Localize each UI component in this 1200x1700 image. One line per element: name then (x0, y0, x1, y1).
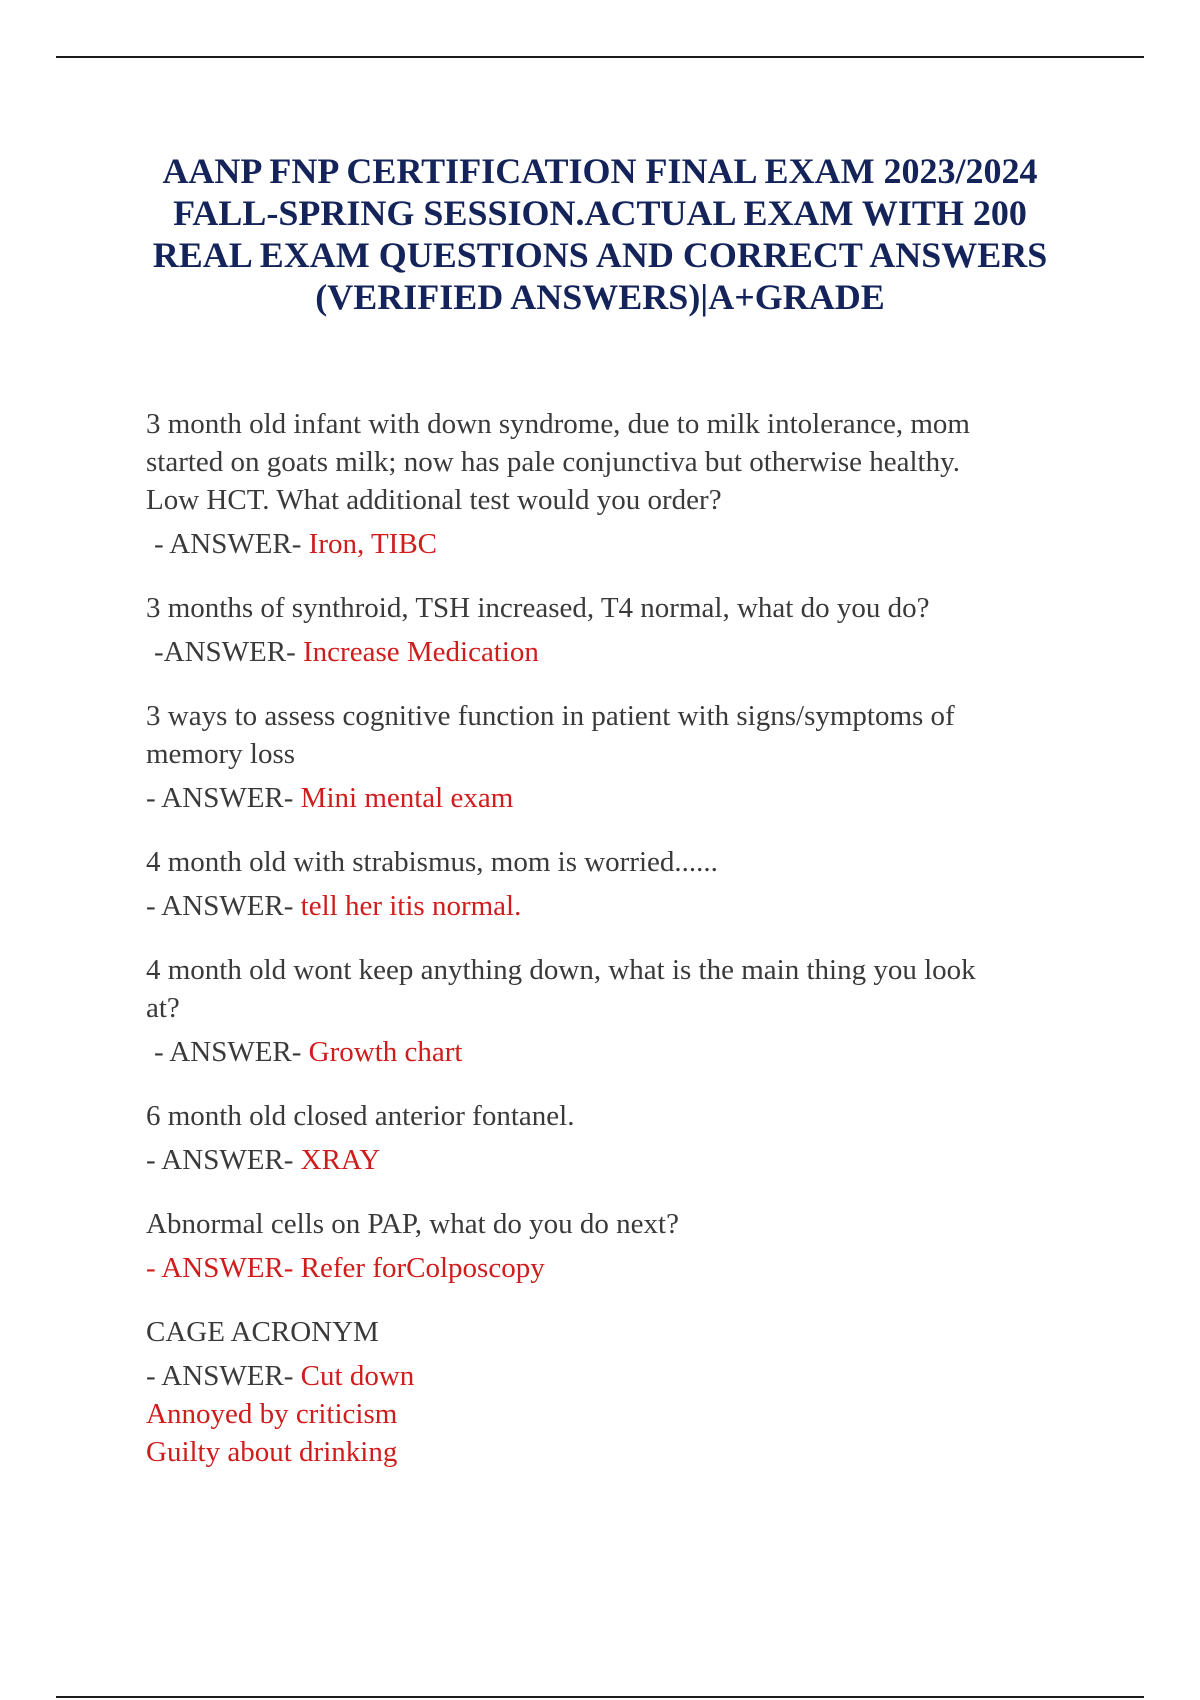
qa-item (146, 951, 1076, 1071)
answer-text: Iron, TIBC (308, 528, 438, 560)
question (146, 1313, 1076, 1351)
question-line: 6 month old closed anterior fontanel. (146, 1100, 575, 1132)
answer (146, 1249, 1076, 1287)
qa-item (146, 1313, 1076, 1471)
answer-text: XRAY (300, 1144, 381, 1176)
question (146, 697, 1076, 773)
title-line: REAL EXAM QUESTIONS AND CORRECT ANSWERS (152, 235, 1048, 275)
answer-text: Cut down (300, 1360, 415, 1392)
answer (146, 1033, 1076, 1071)
qa-list (146, 405, 1076, 1497)
qa-item (146, 1205, 1076, 1287)
question (146, 951, 1076, 1027)
answer (146, 887, 1076, 925)
question (146, 405, 1076, 519)
answer-text: Growth chart (308, 1036, 463, 1068)
question-line: memory loss (146, 738, 296, 770)
answer-prefix: - ANSWER- (146, 782, 294, 814)
answer-prefix: - ANSWER- (146, 1360, 294, 1392)
question-line: Abnormal cells on PAP, what do you do next? (146, 1208, 679, 1240)
qa-item (146, 697, 1076, 817)
question-line: 4 month old wont keep anything down, what is the main thing you look (146, 954, 976, 986)
title-line: FALL-SPRING SESSION.ACTUAL EXAM WITH 200 (173, 193, 1027, 233)
answer-prefix: - ANSWER- (146, 1252, 294, 1284)
title-line: AANP FNP CERTIFICATION FINAL EXAM 2023/2024 (162, 151, 1038, 191)
answer-extra-line: Guilty about drinking (146, 1436, 398, 1468)
question (146, 1097, 1076, 1135)
answer-prefix: - ANSWER- (146, 1144, 294, 1176)
question-line: at? (146, 992, 180, 1024)
title-line: (VERIFIED ANSWERS)|A+GRADE (315, 277, 885, 317)
answer-prefix: - ANSWER- (154, 1036, 302, 1068)
answer (146, 1141, 1076, 1179)
question (146, 589, 1076, 627)
answer-prefix: - ANSWER- (146, 890, 294, 922)
answer-text: tell her itis normal. (300, 890, 522, 922)
answer-prefix: -ANSWER- (154, 636, 296, 668)
question-line: 3 ways to assess cognitive function in patient with signs/symptoms of (146, 700, 955, 732)
question-line: 3 month old infant with down syndrome, due to milk intolerance, mom (146, 408, 970, 440)
answer-text: Increase Medication (303, 636, 539, 668)
qa-item (146, 1097, 1076, 1179)
qa-item (146, 843, 1076, 925)
answer-text: Refer forColposcopy (300, 1252, 545, 1284)
answer (146, 1357, 1076, 1395)
question-line: Low HCT. What additional test would you order? (146, 484, 722, 516)
qa-item (146, 405, 1076, 563)
bottom-rule (56, 1696, 1144, 1698)
document-title (100, 150, 1100, 318)
question-line: CAGE ACRONYM (146, 1316, 379, 1348)
answer (146, 633, 1076, 671)
answer-text: Mini mental exam (300, 782, 514, 814)
qa-item (146, 589, 1076, 671)
question-line: 3 months of synthroid, TSH increased, T4 normal, what do you do? (146, 592, 930, 624)
answer-prefix: - ANSWER- (154, 528, 302, 560)
answer (146, 525, 1076, 563)
question (146, 1205, 1076, 1243)
answer (146, 779, 1076, 817)
question (146, 843, 1076, 881)
question-line: 4 month old with strabismus, mom is worried...... (146, 846, 718, 878)
top-rule (56, 56, 1144, 58)
answer-extra-line: Annoyed by criticism (146, 1398, 398, 1430)
question-line: started on goats milk; now has pale conjunctiva but otherwise healthy. (146, 446, 960, 478)
